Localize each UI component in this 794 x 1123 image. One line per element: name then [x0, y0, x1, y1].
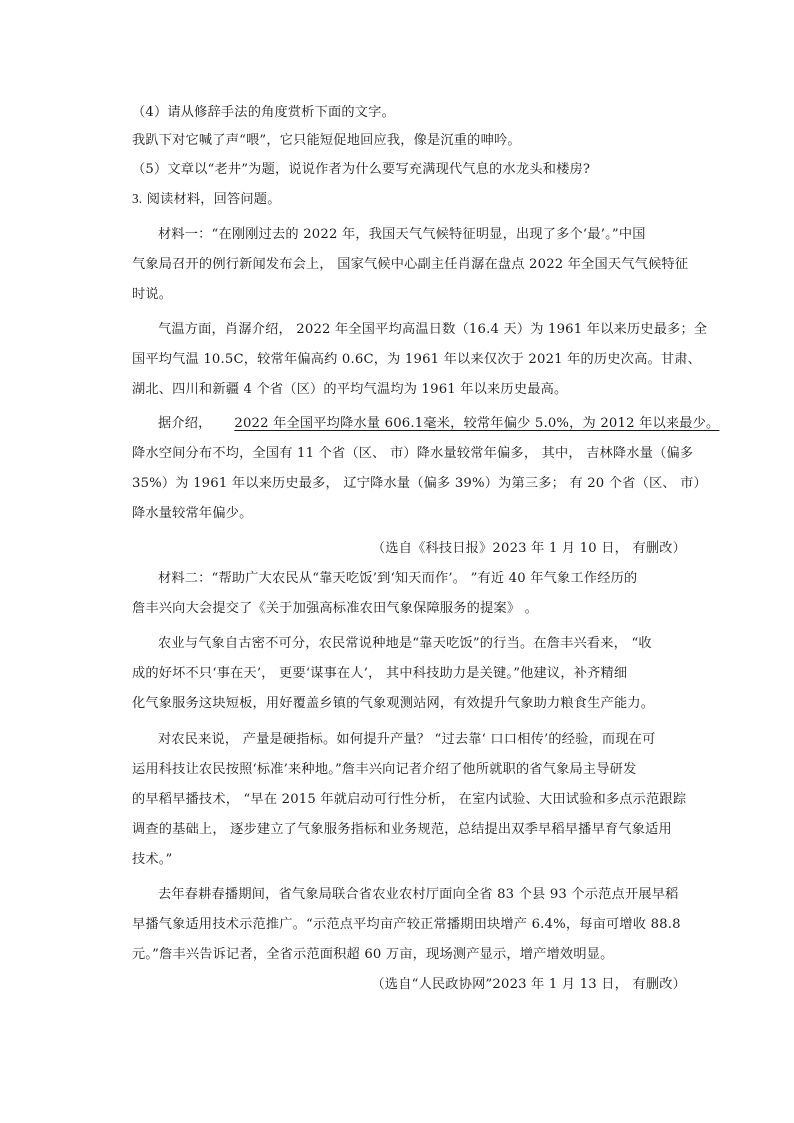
- material-2-p2-line-2: 成的好坏不只‘事在天’， 更要‘谋事在人’， 其中科技助力是关键。”他建议，补齐精细: [132, 666, 628, 681]
- material-2-p3-line-3: 的早稻早播技术， “早在 2015 年就启动可行性分析， 在室内试验、大田试验和多点示范跟踪: [132, 792, 687, 807]
- material-1-p3-line-1: [158, 415, 719, 433]
- question-3-instruction: 阅读材料，回答问题。: [146, 192, 281, 207]
- material-2-p2-line-3: 化气象服务这块短板，用好覆盖乡镇的气象观测站网，有效提升气象助力粮食生产能力。: [132, 696, 655, 711]
- material-2-p1-line-1: 材料二：“帮助广大农民从“靠天吃饭’到‘知天而作’。 ”有近 40 年气象工作经历的: [158, 571, 638, 586]
- material-1-p2-line-1: 气温方面，肖潺介绍， 2022 年全国平均高温日数（16.4 天）为 1961 年以来历史最多；全: [158, 322, 708, 337]
- material-2-p4-line-2: 早播气象适用技术示范推广。“示范点平均亩产较正常播期田块增产 6.4%，每亩可增收 88.8: [132, 917, 681, 932]
- material-1-p3-line-4: 降水量较常年偏少。: [132, 506, 253, 521]
- material-1-p2-line-2: 国平均气温 10.5C，较常年偏高约 0.6C，为 1961 年以来仅次于 2021 年的历史次高。甘肃、: [132, 352, 702, 367]
- material-2-p3-line-4: 调查的基础上， 逐步建立了气象服务指标和业务规范，总结提出双季早稻早播早育气象适用: [132, 822, 672, 837]
- material-1-p3-lead: 据介绍，: [158, 416, 212, 431]
- material-1-p1-line-1: 材料一：“在刚刚过去的 2022 年，我国天气气候特征明显，出现了多个‘最’。”中国: [158, 227, 646, 242]
- question-4-prompt: （4）请从修辞手法的角度赏析下面的文字。: [132, 105, 395, 120]
- material-1-p2-line-3: 湖北、四川和新疆 4 个省（区）的平均气温均为 1961 年以来历史最高。: [132, 382, 568, 397]
- material-2-p1-line-2: 詹丰兴向大会提交了《关于加强高标准农田气象保障服务的提案》 。: [132, 601, 539, 616]
- question-4-quote: 我趴下对它喊了声“喂”，它只能短促地回应我，像是沉重的呻吟。: [132, 133, 521, 148]
- question-3-header: [132, 190, 281, 209]
- material-1-p1-line-3: 时说。: [132, 287, 173, 302]
- material-2-p4-line-1: 去年春耕春播期间，省气象局联合省农业农村厅面向全省 83 个县 93 个示范点开展早稻: [158, 887, 679, 902]
- material-2-p3-line-2: 运用科技让农民按照‘标准’来种地。”詹丰兴向记者介绍了他所就职的省气象局主导研发: [132, 762, 637, 777]
- material-2-p3-line-1: 对农民来说， 产量是硬指标。如何提升产量？ “过去靠‘ 口口相传’的经验，而现在可: [158, 732, 656, 747]
- question-3-number: 3.: [132, 191, 143, 206]
- material-1-p3-underlined: 2022 年全国平均降水量 606.1毫米，较常年偏少 5.0%，为 2012 年以来最少。: [234, 416, 720, 431]
- material-1-p3-line-3: 35%）为 1961 年以来历史最多， 辽宁降水量（偏多 39%）为第三多； 有 20 个省（区、 市）: [132, 476, 707, 491]
- material-2-p4-line-3: 元。”詹丰兴告诉记者，全省示范面积超 60 万亩，现场测产显示，增产增效明显。: [132, 947, 614, 962]
- material-1-source: （选自《科技日报》2023 年 1 月 10 日， 有删改）: [371, 541, 686, 556]
- material-2-p3-line-5: 技术。”: [132, 852, 173, 867]
- question-5-prompt: （5）文章以“老井”为题，说说作者为什么要写充满现代气息的水龙头和楼房?: [132, 162, 591, 177]
- material-1-p1-line-2: 气象局召开的例行新闻发布会上， 国家气候中心副主任肖潺在盘点 2022 年全国天气气候特征: [132, 257, 689, 272]
- material-1-p3-line-2: 降水空间分布不均，全国有 11 个省（区、 市）降水量较常年偏多， 其中， 吉林降水量（偏多: [132, 446, 694, 461]
- material-2-source: （选自“人民政协网”2023 年 1 月 13 日， 有删改）: [371, 977, 686, 992]
- material-2-p2-line-1: 农业与气象自古密不可分，农民常说种地是“靠天吃饭”的行当。在詹丰兴看来， “收: [158, 636, 652, 651]
